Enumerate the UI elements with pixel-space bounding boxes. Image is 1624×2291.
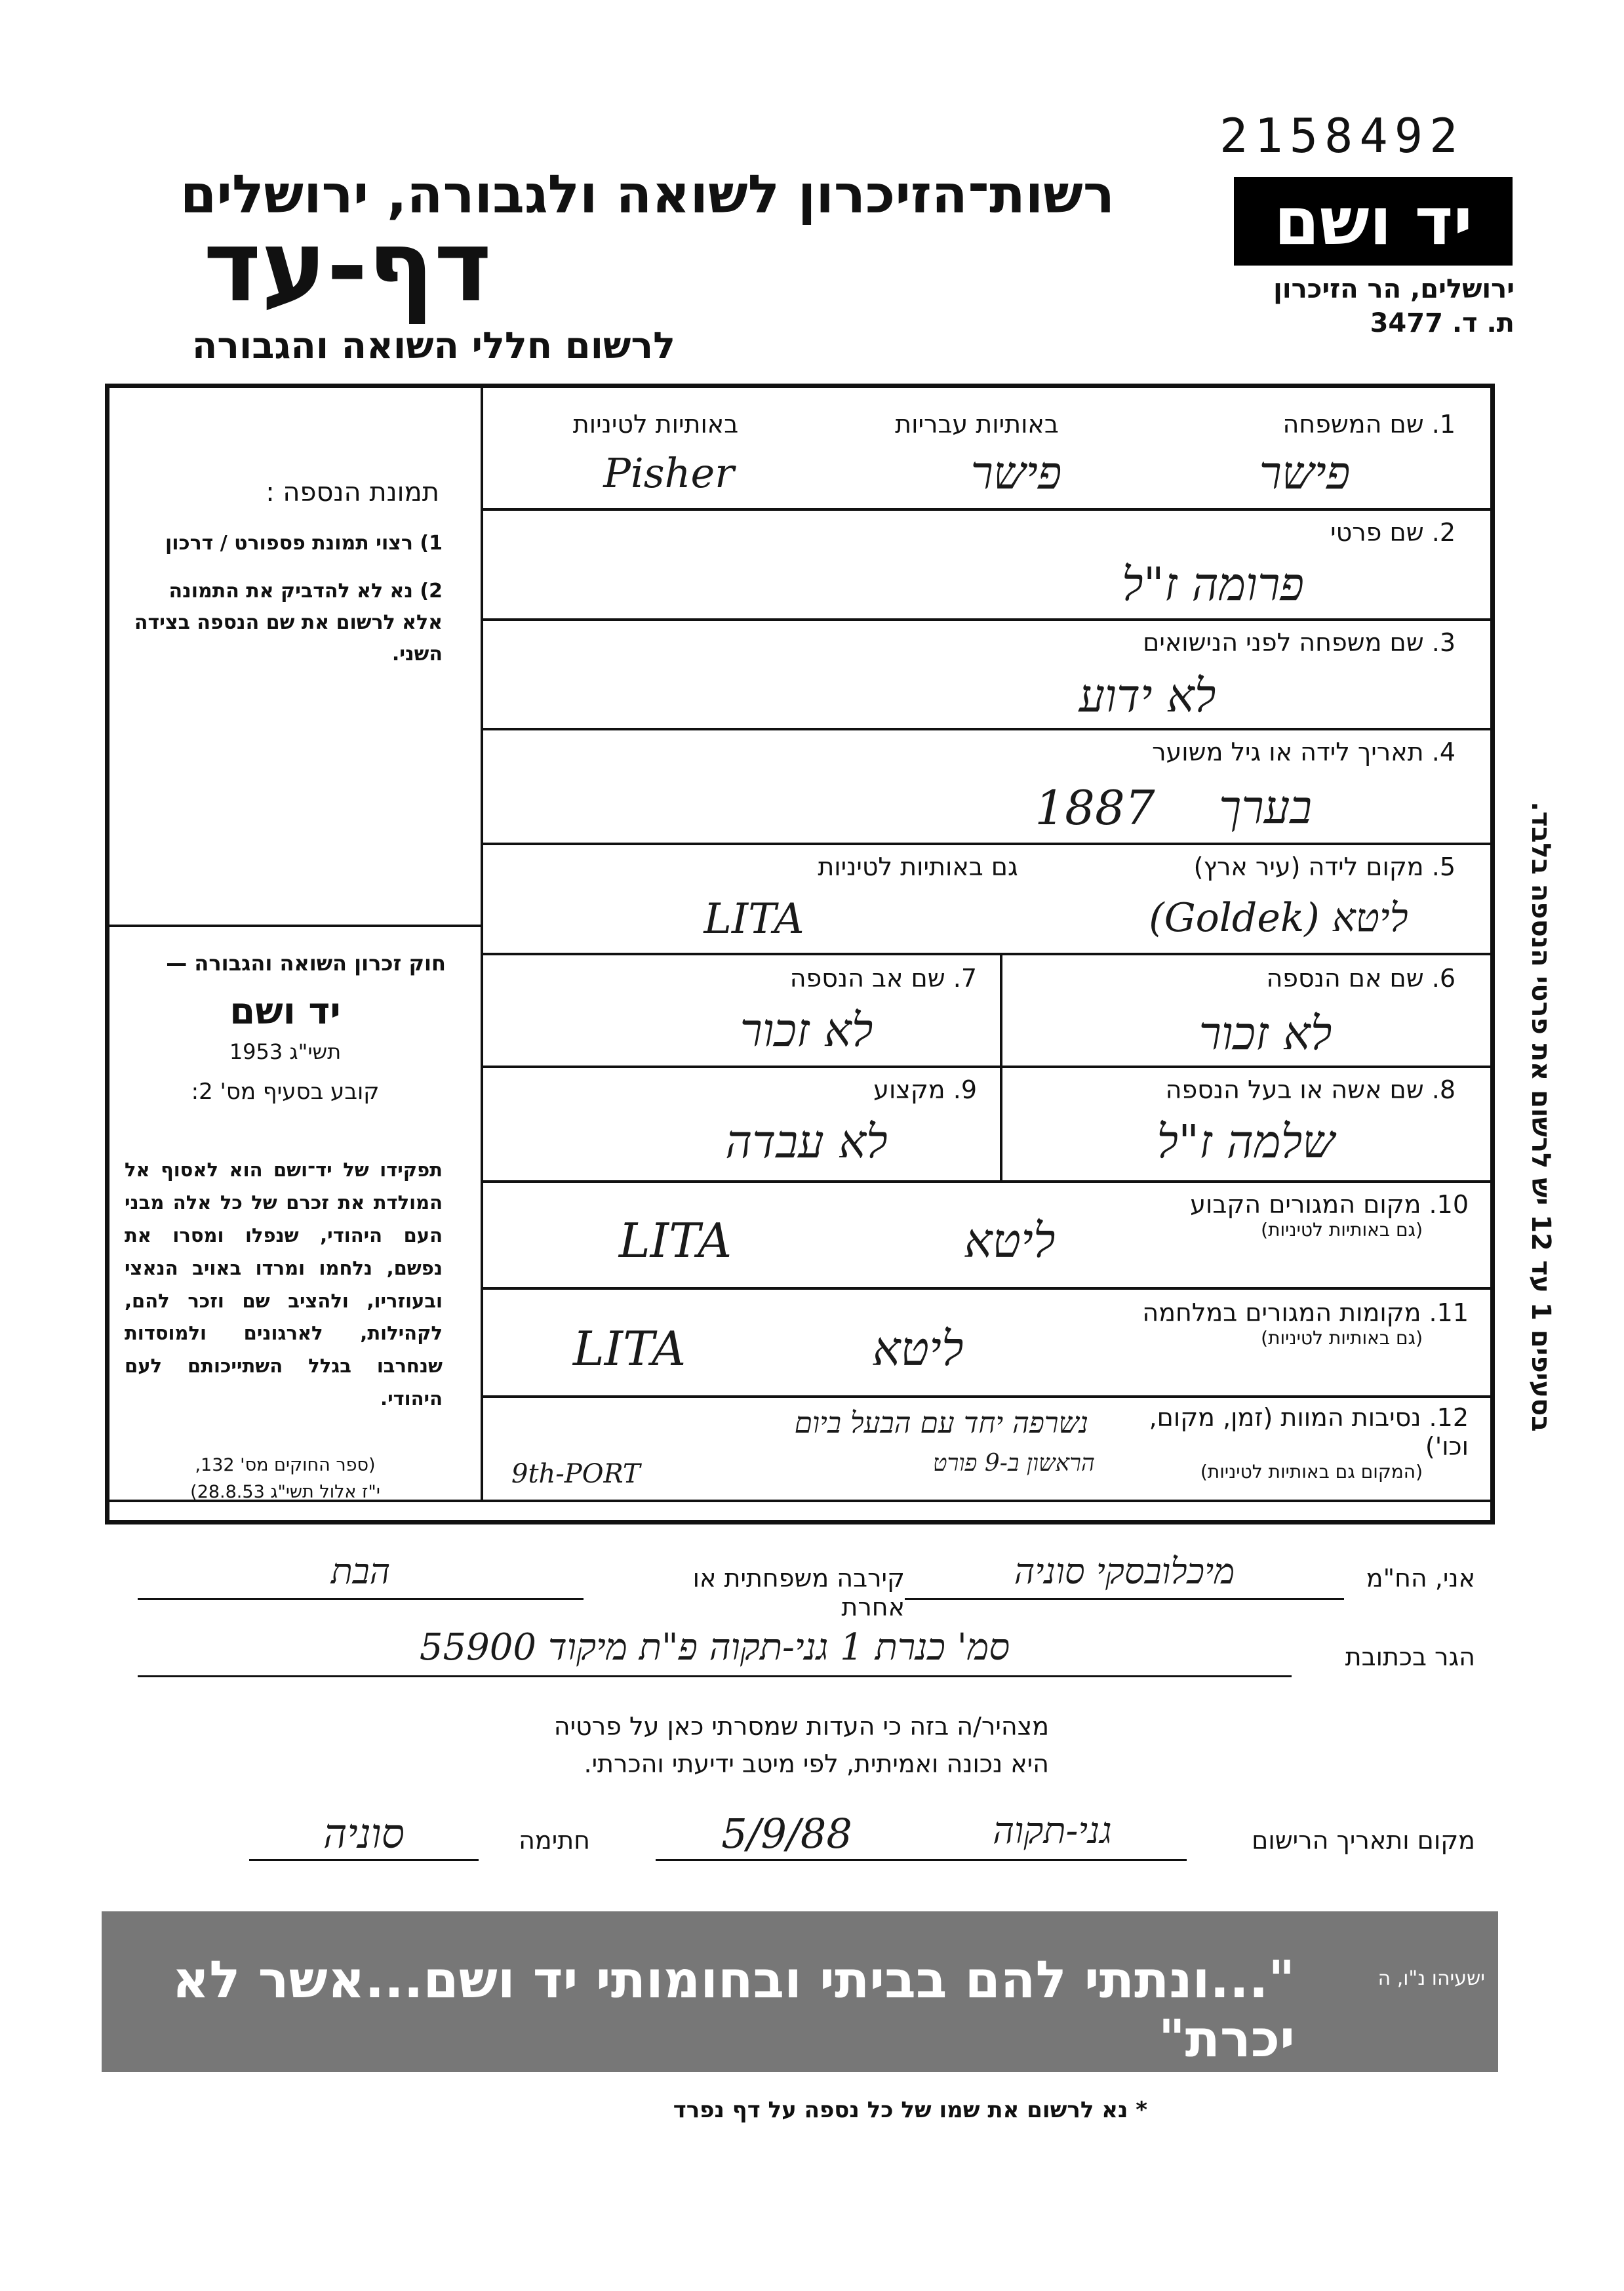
field-5-latin-label: גם באותיות לטיניות xyxy=(818,852,1018,881)
field-3-num: 3. xyxy=(1431,628,1456,657)
law-source-line-2: י"ז אלול תשי"ג 28.8.53) xyxy=(190,1481,380,1502)
photo-instruction-1: 1) רצוי תמונת פספורט / דרכון xyxy=(165,532,443,555)
law-section: קובע בסעיף מס' 2: xyxy=(191,1079,380,1105)
field-10-num: 10. xyxy=(1429,1190,1469,1219)
statement-line-1: מצהיר/ה בזה כי העדות שמסרתי כאן על פרטיה xyxy=(553,1712,1049,1741)
field-1-latin-label: באותיות לטיניות xyxy=(572,410,739,439)
field-10-sub: (גם באותיות לטיניות) xyxy=(1261,1219,1423,1241)
banner-reference: ישעיהו נ"ו, ה xyxy=(1377,1967,1485,1990)
field-4-value-year[interactable]: 1887 xyxy=(1035,780,1155,835)
field-6-value[interactable]: לא זכור xyxy=(1198,1006,1332,1060)
field-11-sub: (גם באותיות לטיניות) xyxy=(1261,1327,1423,1349)
side-note-text: בסעיפים 1 עד 12 יש לרשום את פרטי הנספה בלבד. xyxy=(1526,801,1556,1432)
field-1-hebrew-value[interactable]: פישר xyxy=(970,446,1062,500)
law-name: יד ושם xyxy=(229,990,341,1033)
field-12-label xyxy=(1115,1403,1469,1483)
field-12-title: נסיבות המוות (זמן, מקום, וכו') xyxy=(1149,1403,1469,1461)
field-12-num: 12. xyxy=(1429,1403,1469,1432)
field-7-title: שם אב הנספה xyxy=(789,964,945,993)
field-11-title: מקומות המגורים במלחמה xyxy=(1142,1298,1421,1327)
field-2-num: 2. xyxy=(1431,518,1456,547)
field-10-title: מקום המגורים הקבוע xyxy=(1190,1190,1421,1219)
row-divider xyxy=(481,953,1490,955)
field-5-title: מקום לידה (עיר ארץ) xyxy=(1193,852,1424,881)
field-7-value[interactable]: לא זכור xyxy=(740,1003,873,1057)
field-6-num: 6. xyxy=(1431,964,1456,993)
field-8-num: 8. xyxy=(1431,1075,1456,1104)
field-12-value-line-1[interactable]: נשרפה יחד עם הבעל ביום xyxy=(794,1406,1088,1440)
address-value[interactable]: סמ' כנרת 1 גני-תקוה פ"ת מיקוד 55900 xyxy=(138,1626,1292,1677)
quote-banner xyxy=(102,1911,1498,2072)
footnote: * נא לרשום את שמו של כל נספה על דף נפרד xyxy=(673,2097,1147,2123)
field-12-value-line-2[interactable]: הראשון ב-9 פורט xyxy=(932,1450,1095,1477)
address-block xyxy=(1206,272,1515,340)
row-divider xyxy=(481,1395,1490,1398)
row-divider xyxy=(481,1287,1490,1290)
relation-label: קירבה משפחתית או אחרת xyxy=(692,1564,905,1622)
field-4-label xyxy=(983,738,1456,767)
field-2-title: שם פרטי xyxy=(1330,518,1424,547)
row-divider xyxy=(481,728,1490,730)
registration-date[interactable]: 5/9/88 xyxy=(656,1810,918,1861)
field-9-label xyxy=(656,1075,977,1104)
field-10-label xyxy=(1062,1190,1469,1241)
field-11-label xyxy=(1062,1298,1469,1349)
banner-quote: "...ונתתי להם בביתי ובחומותי יד ושם...אשר לא יכרת" xyxy=(172,1951,1295,2069)
photo-panel-instructions xyxy=(125,528,443,670)
serial-number: 2158492 xyxy=(1219,108,1465,163)
field-11-title-row xyxy=(1062,1298,1469,1327)
declaration-statement xyxy=(459,1708,1049,1783)
field-7-num: 7. xyxy=(953,964,977,993)
field-6-label xyxy=(1115,964,1456,993)
declarant-name[interactable]: מיכלובסקי סוניה xyxy=(905,1551,1344,1600)
law-source-line-1: (ספר החוקים מס' 132, xyxy=(195,1455,376,1475)
field-4-title: תאריך לידה או גיל משוער xyxy=(1152,738,1424,767)
signature-label: חתימה xyxy=(519,1826,590,1855)
field-12-sub: (המקום גם באותיות לטיניות) xyxy=(1200,1461,1423,1483)
row-divider xyxy=(481,843,1490,845)
field-10-latin-value[interactable]: LITA xyxy=(618,1213,732,1268)
photo-instruction-2: 2) נא לא להדביק את התמונה אלא לרשום את שם הנספה בצידה השני. xyxy=(134,580,443,666)
field-1-latin-value[interactable]: Pisher xyxy=(603,449,734,497)
field-7-label xyxy=(656,964,977,993)
declarant-label: אני, הח"מ xyxy=(1366,1564,1475,1593)
field-3-value[interactable]: לא ידוע xyxy=(1079,669,1216,723)
field-12-latin-value[interactable]: 9th-PORT xyxy=(511,1459,641,1489)
field-1-title: שם המשפחה xyxy=(1282,410,1424,439)
signature-value[interactable]: סוניה xyxy=(249,1810,479,1861)
row-divider xyxy=(481,508,1490,511)
row-divider xyxy=(481,618,1490,621)
yad-vashem-logo: יד ושם xyxy=(1234,177,1513,266)
field-1-num: 1. xyxy=(1431,410,1456,439)
field-9-title: מקצוע xyxy=(873,1075,945,1104)
field-4-num: 4. xyxy=(1431,738,1456,767)
row-divider xyxy=(481,1180,1490,1183)
address-line-1: ירושלים, הר הזיכרון xyxy=(1273,274,1515,304)
field-5-hebrew-value[interactable]: ליטא (Goldek) xyxy=(1149,895,1408,941)
field-12-title-row xyxy=(1115,1403,1469,1461)
statement-line-2: היא נכונה ואמיתית, לפי מיטב ידיעתי והכרתי. xyxy=(584,1749,1049,1778)
field-2-label xyxy=(1036,518,1456,547)
row-divider xyxy=(481,1066,1490,1068)
field-1-family-value[interactable]: פישר xyxy=(1259,446,1351,500)
left-column-separator xyxy=(109,925,481,927)
field-3-label xyxy=(983,628,1456,657)
field-11-latin-value[interactable]: LITA xyxy=(572,1321,686,1376)
page-subtitle: לרשום חללי השואה והגבורה xyxy=(191,325,675,367)
left-column-divider xyxy=(481,388,483,1500)
field-11-hebrew-value[interactable]: ליטא xyxy=(872,1321,964,1376)
place-date-label: מקום ותאריך הרישום xyxy=(1252,1826,1475,1855)
field-11-num: 11. xyxy=(1429,1298,1469,1327)
registration-place[interactable]: גני-תקוה xyxy=(918,1810,1187,1861)
field-8-title: שם אשה או בעל הנספה xyxy=(1165,1075,1424,1104)
field-5-latin-value[interactable]: LITA xyxy=(703,895,804,944)
page-title: דף-עד xyxy=(203,210,492,324)
field-9-num: 9. xyxy=(953,1075,977,1104)
field-10-title-row xyxy=(1062,1190,1469,1219)
field-5-label xyxy=(1115,852,1456,881)
law-source xyxy=(125,1452,446,1505)
field-9-value[interactable]: לא עבדה xyxy=(725,1115,888,1168)
column-divider xyxy=(1000,953,1002,1180)
field-2-value[interactable]: פרומה ז"ל xyxy=(1121,557,1305,611)
address-line-2: ת. ד. 3477 xyxy=(1370,308,1515,338)
address-label: הגר בכתובת xyxy=(1345,1643,1475,1671)
field-10-hebrew-value[interactable]: ליטא xyxy=(964,1213,1056,1268)
photo-panel-heading: תמונת הנספה : xyxy=(266,477,439,508)
field-5-num: 5. xyxy=(1431,852,1456,881)
side-note xyxy=(1521,761,1560,1482)
field-1-hebrew-label: באותיות עבריות xyxy=(895,410,1059,439)
field-4-value-word[interactable]: בערך xyxy=(1218,780,1313,834)
law-title: חוק זכרון השואה והגבורה — xyxy=(166,951,446,976)
field-3-title: שם משפחה לפני הנישואים xyxy=(1143,628,1424,657)
organization-name: רשות־הזיכרון לשואה ולגבורה, ירושלים xyxy=(180,164,1115,225)
law-year: תשי"ג 1953 xyxy=(229,1039,342,1064)
relation-value[interactable]: הבת xyxy=(138,1551,584,1600)
field-8-label xyxy=(1049,1075,1456,1104)
law-body: תפקידו של יד־ושם הוא לאסוף אל המולדת את זכרם של כל אלה מבני העם היהודי, שנפלו ומסרו את נפשם, נלחמו ומרדו באויב הנאצי ובעוזריו, ולהציב שם וזכר להם, לקהילות, לארגונים ולמוסדות שנחרבו בגלל השתייכותם לעם היהודי. xyxy=(125,1159,443,1410)
field-8-value[interactable]: שלמה ז"ל xyxy=(1157,1115,1335,1168)
field-6-title: שם אם הנספה xyxy=(1266,964,1424,993)
